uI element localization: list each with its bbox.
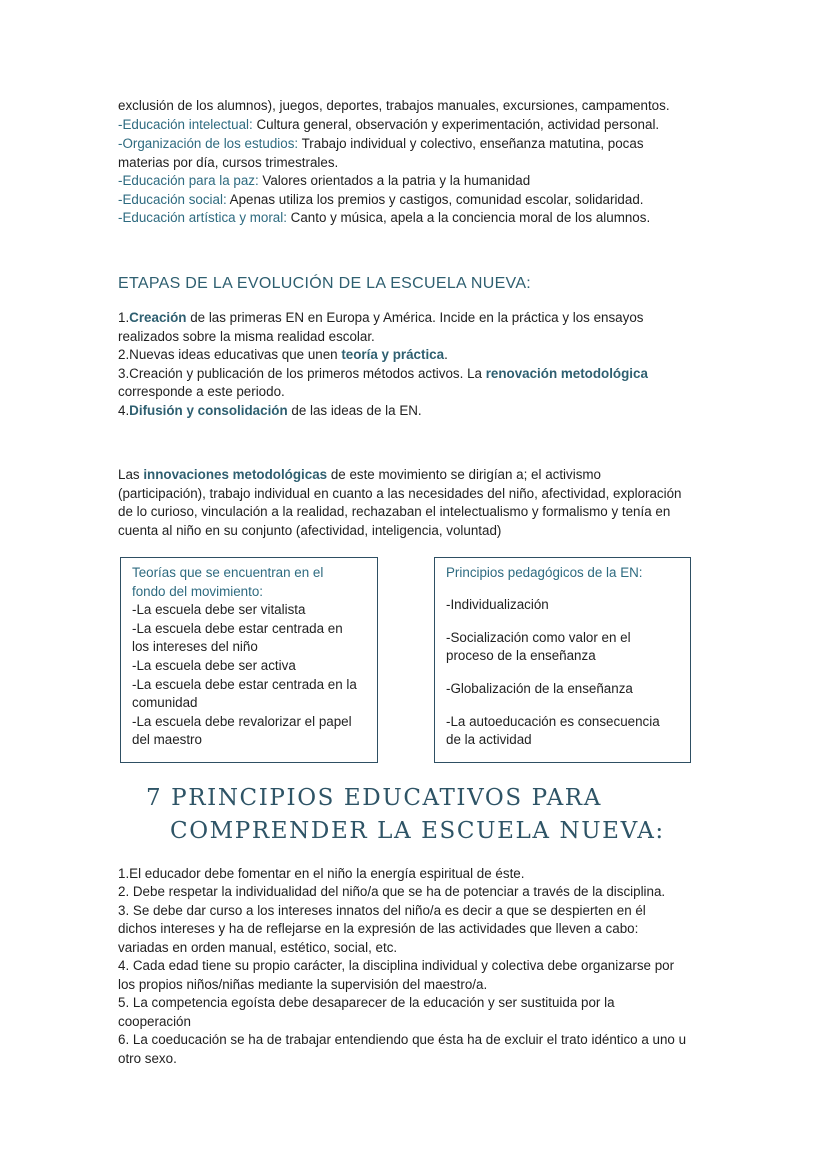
text-span: Las <box>118 467 144 482</box>
box-teorias <box>120 557 378 763</box>
item-text: Trabajo individual y colectivo, enseñanza matutina, pocas <box>298 136 644 151</box>
item-text: Cultura general, observación y experimentación, actividad personal. <box>252 117 660 132</box>
intro-line: exclusión de los alumnos), juegos, deportes, trabajos manuales, excursiones, campamentos. <box>118 98 670 113</box>
text-span: de este movimiento se dirigían a; el activismo <box>327 467 601 482</box>
etapa-number: 1. <box>118 310 130 325</box>
etapa-3 <box>118 365 718 384</box>
etapa-keyword: Creación <box>129 310 187 325</box>
box-item: de la actividad <box>446 732 532 747</box>
principio-4: 4. Cada edad tiene su propio carácter, la disciplina individual y colectiva debe organizarse por <box>118 958 675 973</box>
intro-item-intelectual <box>118 116 718 135</box>
principio-4-cont: los propios niños/niñas mediante la supervisión del maestro/a. <box>118 977 488 992</box>
principio-3-cont: dichos intereses y ha de reflejarse en la expresión de las actividades que lleven a cabo: <box>118 921 639 936</box>
intro-item-social <box>118 191 718 210</box>
box-item: proceso de la enseñanza <box>446 648 596 663</box>
etapa-1 <box>118 309 718 328</box>
title-line: COMPRENDER LA ESCUELA NUEVA: <box>170 818 665 844</box>
principio-6-cont: otro sexo. <box>118 1051 177 1066</box>
etapa-keyword: renovación metodológica <box>485 366 648 381</box>
box-item: del maestro <box>132 732 202 748</box>
box-item: -La escuela debe estar centrada en la <box>132 676 357 692</box>
etapa-text: de las primeras EN en Europa y América. Incide en la práctica y los ensayos <box>186 310 644 325</box>
etapa-text: . <box>444 347 448 362</box>
box-principios <box>434 557 691 763</box>
etapa-text: 2.Nuevas ideas educativas que unen <box>118 347 342 362</box>
etapa-1-cont: realizados sobre la misma realidad escolar. <box>118 329 375 344</box>
etapa-2 <box>118 346 718 365</box>
box-item: -La escuela debe ser activa <box>132 657 296 673</box>
item-label: -Educación artística y moral: <box>118 210 287 225</box>
box-item: -La escuela debe revalorizar el papel <box>132 713 352 729</box>
etapa-keyword: Difusión y consolidación <box>129 403 288 418</box>
intro-item-organizacion <box>118 135 718 154</box>
title-line: 7 PRINCIPIOS EDUCATIVOS PARA <box>146 785 602 811</box>
etapa-keyword: teoría y práctica <box>341 347 445 362</box>
box-item: -La autoeducación es consecuencia <box>446 714 660 729</box>
item-label: -Educación intelectual: <box>118 117 253 132</box>
etapa-number: 4. <box>118 403 130 418</box>
principios-title <box>146 782 665 848</box>
box-item: -La escuela debe estar centrada en <box>132 620 343 636</box>
item-label: -Organización de los estudios: <box>118 136 299 151</box>
intro-item-organizacion-cont: materias por día, cursos trimestrales. <box>118 155 339 170</box>
etapa-text: 3.Creación y publicación de los primeros métodos activos. La <box>118 366 486 381</box>
etapa-4 <box>118 402 718 421</box>
principio-5-cont: cooperación <box>118 1014 191 1029</box>
intro-item-paz <box>118 172 718 191</box>
item-text: Valores orientados a la patria y la humanidad <box>258 173 531 188</box>
principio-3: 3. Se debe dar curso a los intereses innatos del niño/a es decir a que se despierten en él <box>118 903 646 918</box>
box-title: Teorías que se encuentran en el <box>132 565 324 580</box>
principio-5: 5. La competencia egoísta debe desaparecer de la educación y ser sustituida por la <box>118 995 615 1010</box>
box-item: -Globalización de la enseñanza <box>446 681 633 696</box>
etapas-heading: ETAPAS DE LA EVOLUCIÓN DE LA ESCUELA NUEVA: <box>118 275 532 292</box>
box-title: fondo del movimiento: <box>132 583 264 599</box>
innovaciones-line: de lo curioso, vinculación a la realidad, rechazaban el intelectualismo y formalismo y tenía en <box>118 504 671 519</box>
box-item: -Socialización como valor en el <box>446 630 631 645</box>
box-item: -La escuela debe ser vitalista <box>132 602 306 618</box>
item-text: Canto y música, apela a la conciencia moral de los alumnos. <box>286 210 651 225</box>
item-label: -Educación para la paz: <box>118 173 259 188</box>
item-text: Apenas utiliza los premios y castigos, comunidad escolar, solidaridad. <box>226 192 644 207</box>
intro-item-artistica <box>118 209 718 228</box>
principio-6: 6. La coeducación se ha de trabajar entendiendo que ésta ha de excluir el trato idéntico a uno u <box>118 1032 687 1047</box>
innovaciones-line <box>118 466 718 485</box>
innovaciones-line: cuenta al niño en su conjunto (afectividad, inteligencia, voluntad) <box>118 523 502 538</box>
innovaciones-line: (participación), trabajo individual en cuanto a las necesidades del niño, afectividad, exploración <box>118 486 682 501</box>
box-item: -Individualización <box>446 597 549 612</box>
etapa-text: de las ideas de la EN. <box>287 403 422 418</box>
box-item: los intereses del niño <box>132 639 258 655</box>
etapa-3-cont: corresponde a este periodo. <box>118 384 285 399</box>
principio-3-cont: variadas en orden manual, estético, social, etc. <box>118 940 398 955</box>
principio-2: 2. Debe respetar la individualidad del niño/a que se ha de potenciar a través de la disciplina. <box>118 884 666 899</box>
principio-1: 1.El educador debe fomentar en el niño la energía espiritual de éste. <box>118 866 525 881</box>
box-item: comunidad <box>132 695 198 711</box>
item-label: -Educación social: <box>118 192 227 207</box>
innovaciones-keyword: innovaciones metodológicas <box>143 467 328 482</box>
box-title: Principios pedagógicos de la EN: <box>446 565 643 580</box>
